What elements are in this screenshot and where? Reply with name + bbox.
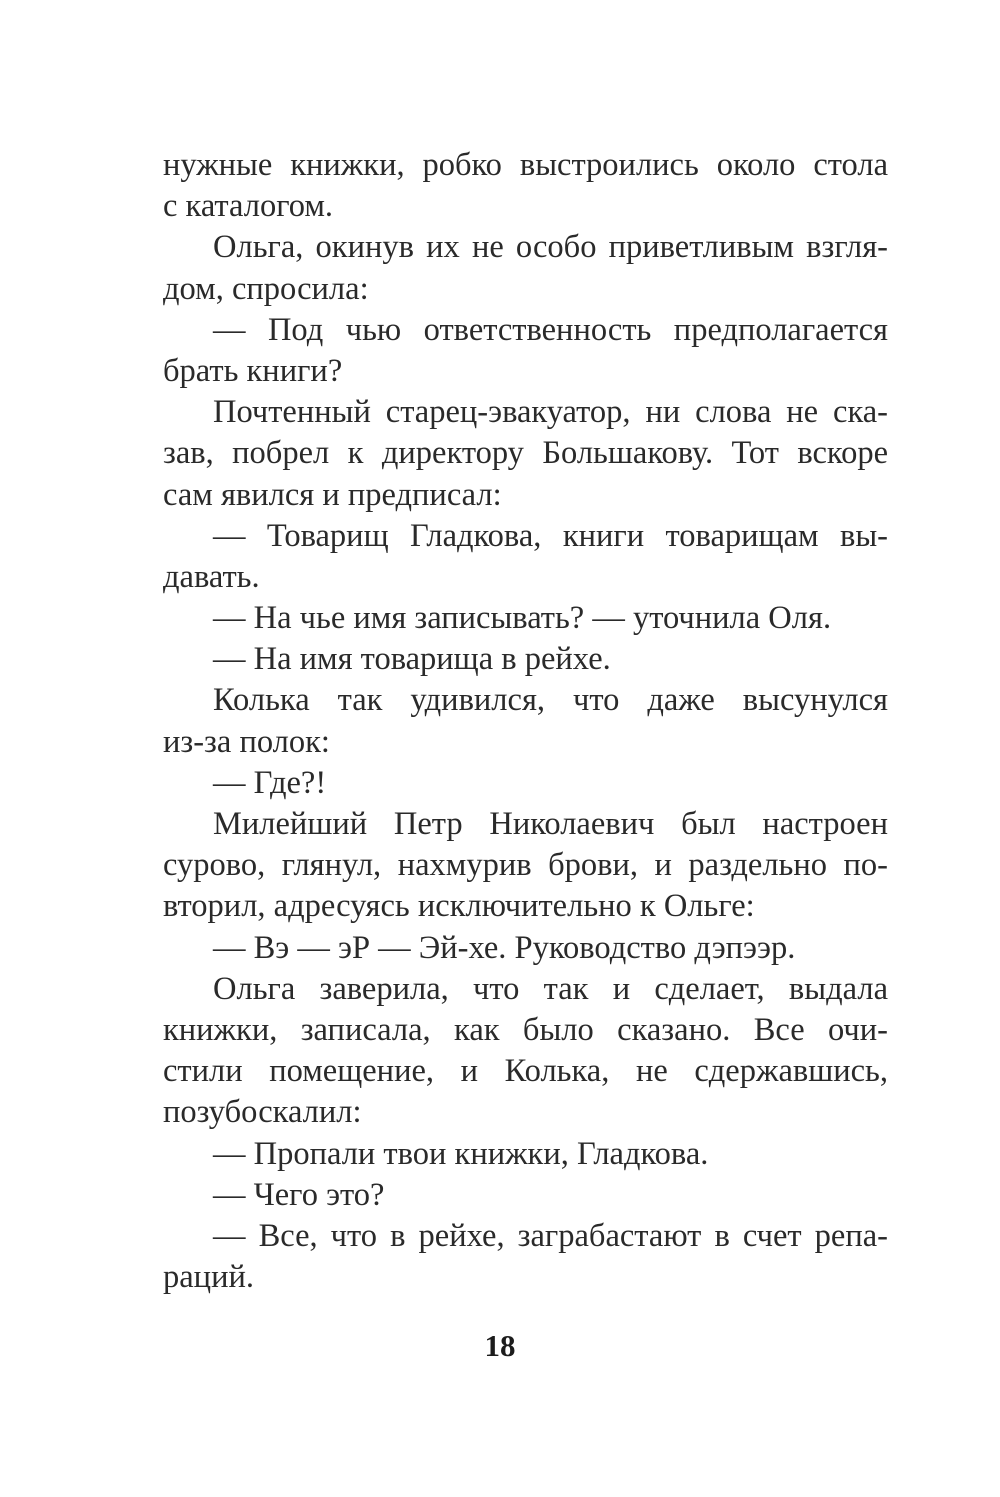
text-line: брать книги? <box>163 352 343 389</box>
dialogue-line: — Все, что в рейхе, заграбастают в счет репа- <box>213 1217 888 1254</box>
text-line: позубоскалил: <box>163 1094 362 1131</box>
text-line: из-за полок: <box>163 723 330 760</box>
text-line: вторил, адресуясь исключительно к Ольге: <box>163 888 755 925</box>
dialogue-line: — На чье имя записывать? — уточнила Оля. <box>213 600 832 637</box>
text-line: стили помещение, и Колька, не сдержавшись, <box>163 1053 888 1090</box>
dialogue-line: — Вэ — эР — Эй-хе. Руководство дэпээр. <box>213 929 796 966</box>
text-line: раций. <box>163 1259 254 1296</box>
text-line: сам явился и предписал: <box>163 476 502 513</box>
text-line: сурово, глянул, нахмурив брови, и раздельно по- <box>163 847 888 884</box>
text-line: книжки, записала, как было сказано. Все очи- <box>163 1011 888 1048</box>
page-number: 18 <box>484 1328 516 1363</box>
text-line: Милейший Петр Николаевич был настроен <box>213 806 888 842</box>
text-line: зав, побрел к директору Большакову. Тот вскоре <box>163 435 888 472</box>
text-line: с каталогом. <box>163 188 334 225</box>
text-line: Ольга, окинув их не особо приветливым взгля- <box>213 229 888 266</box>
dialogue-line: — Пропали твои книжки, Гладкова. <box>213 1135 709 1172</box>
dialogue-line: — Где?! <box>213 764 327 801</box>
body-text <box>163 145 888 1298</box>
dialogue-line: — На имя товарища в рейхе. <box>213 641 611 678</box>
text-line: Колька так удивился, что даже высунулся <box>213 682 888 719</box>
dialogue-line: — Чего это? <box>213 1176 385 1213</box>
text-line: давать. <box>163 558 260 595</box>
text-line: Почтенный старец-эвакуатор, ни слова не ска- <box>213 394 888 431</box>
text-line: нужные книжки, робко выстроились около стола <box>163 147 888 183</box>
text-line: дом, спросила: <box>163 270 369 307</box>
text-line: Ольга заверила, что так и сделает, выдала <box>213 970 888 1007</box>
dialogue-line: — Товарищ Гладкова, книги товарищам вы- <box>213 517 888 554</box>
dialogue-line: — Под чью ответственность предполагается <box>213 311 888 348</box>
